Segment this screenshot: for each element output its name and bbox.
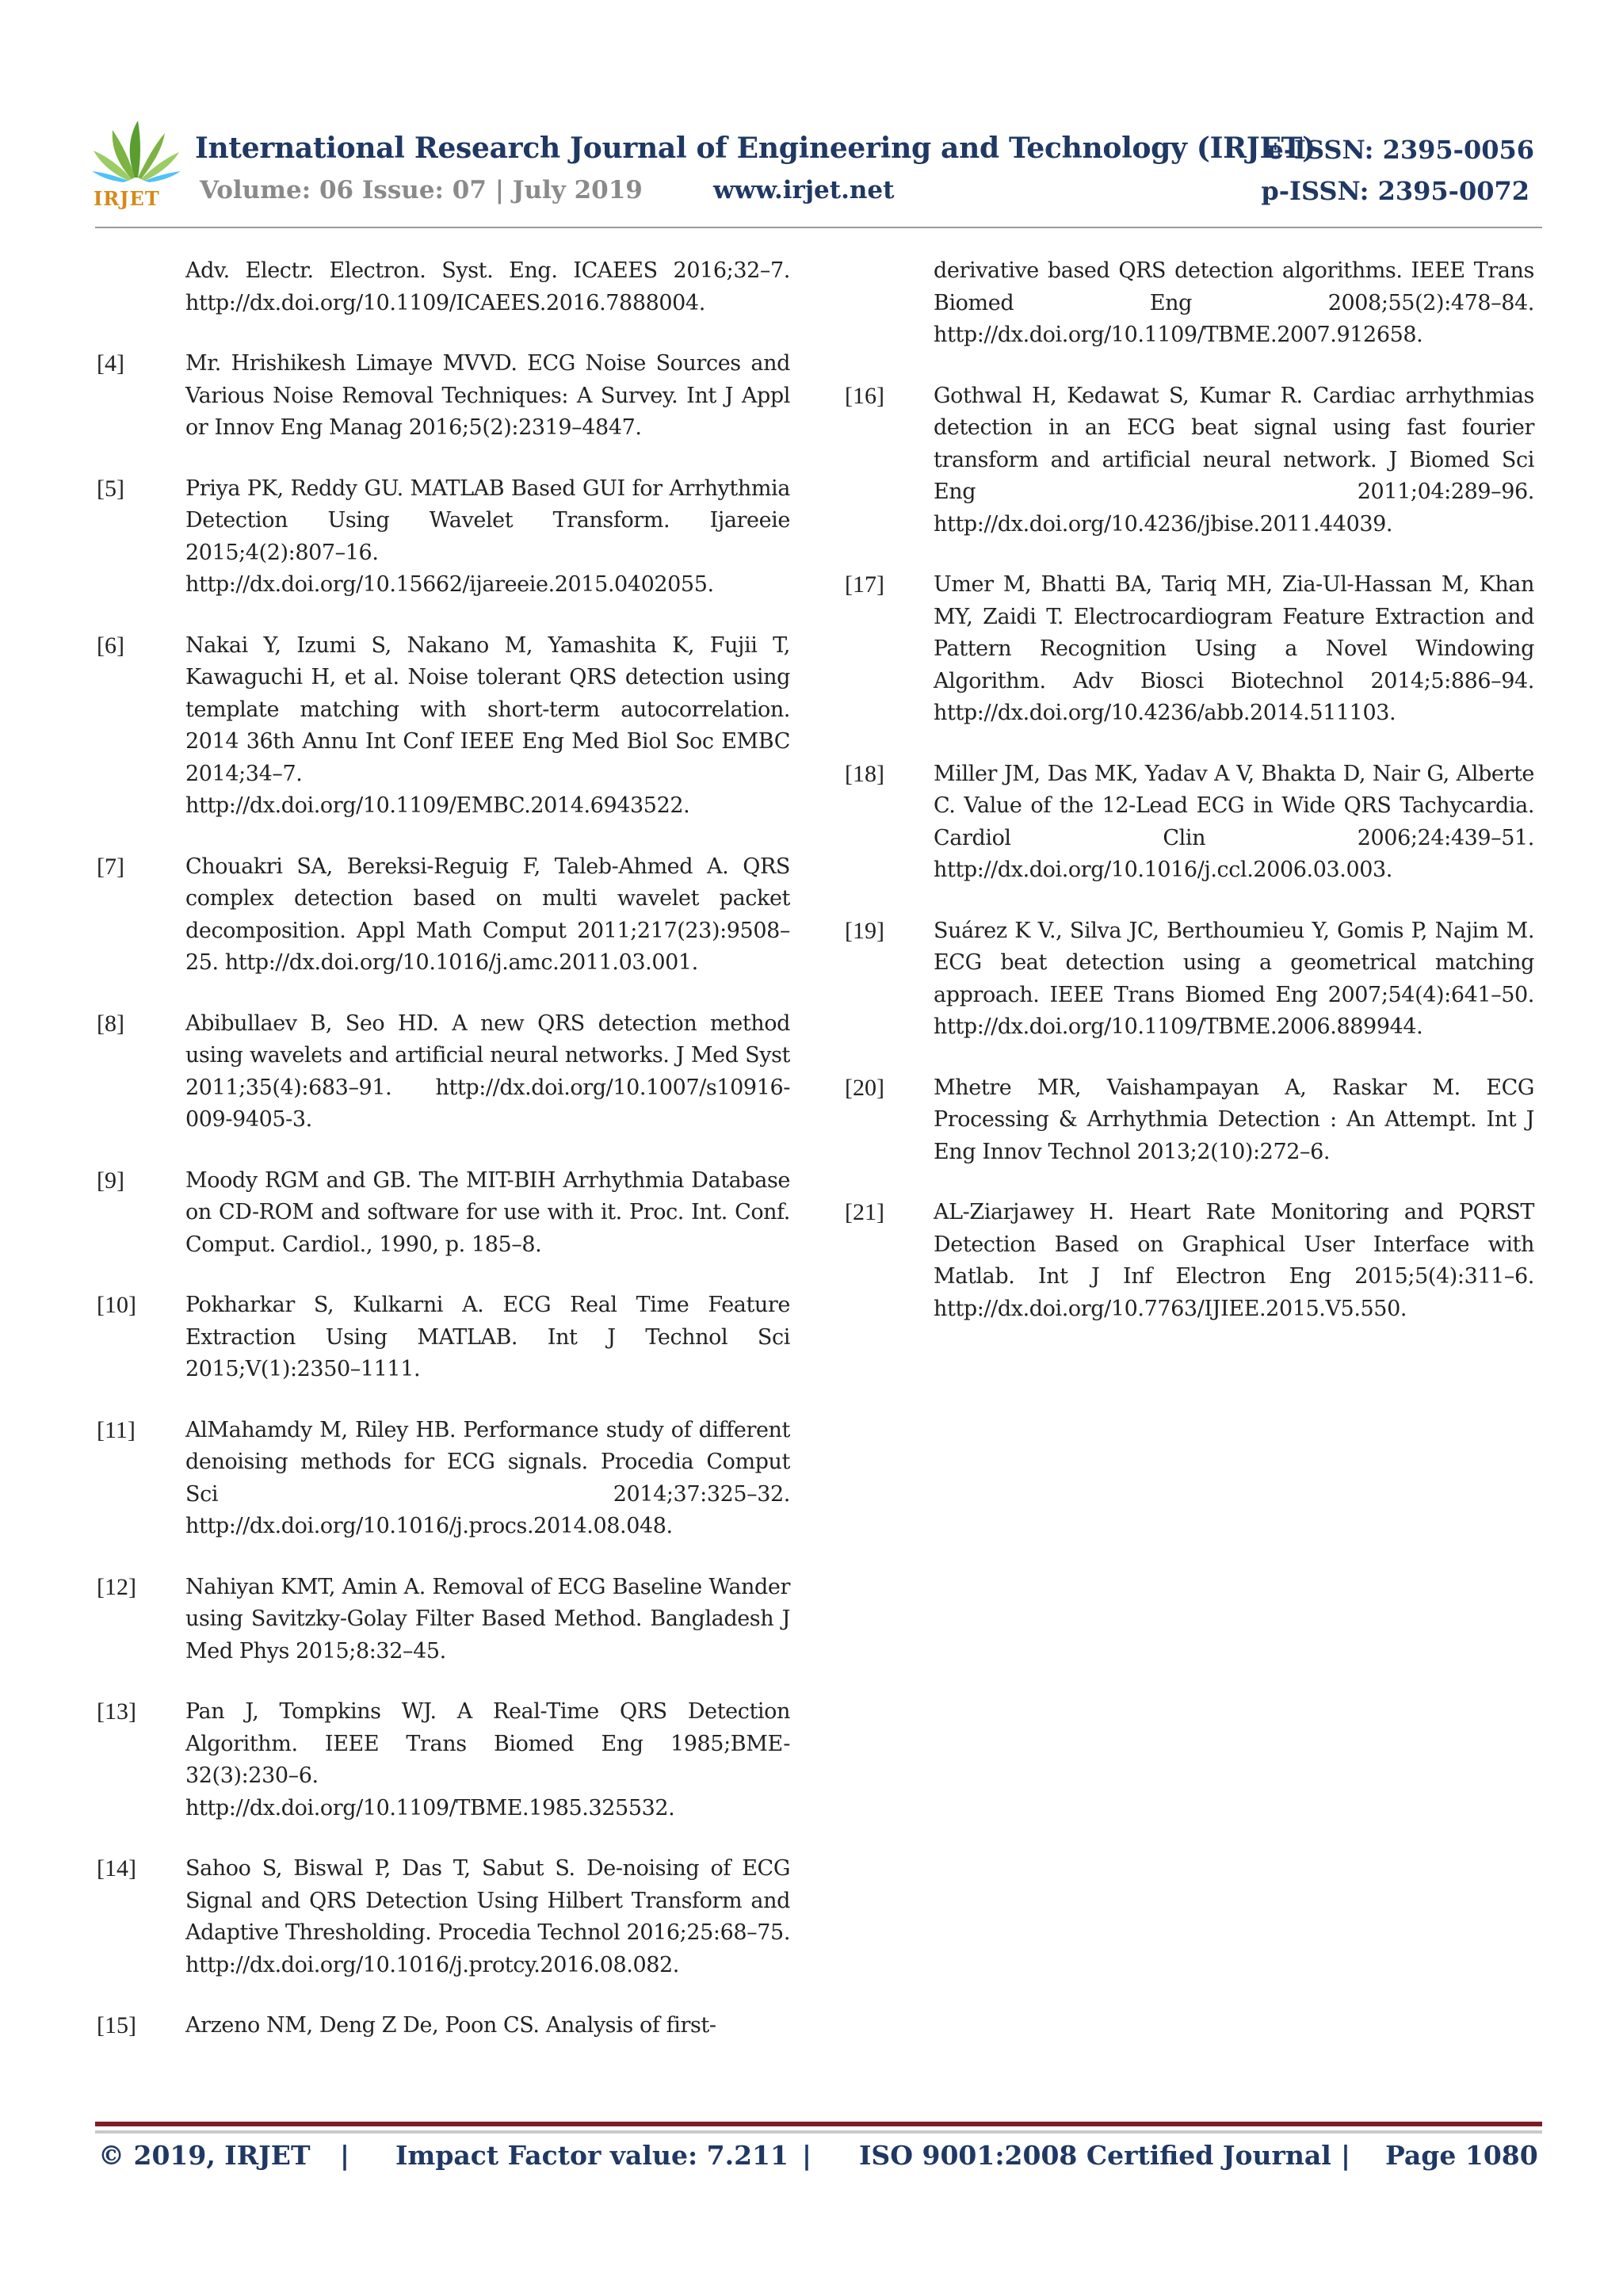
footer-divider-shadow [95, 2130, 1542, 2134]
reference-text: Abibullaev B, Seo HD. A new QRS detection method using wavelets and artificial neural networks. J Med Syst 2011;35(4):683–91. http://dx.doi.org/10.1007/s10916-009-9405-3. [185, 1010, 790, 1132]
reference-continuation [845, 255, 1534, 352]
p-issn: p-ISSN: 2395-0072 [1261, 176, 1529, 206]
footer-impact-factor: Impact Factor value: 7.211 [395, 2140, 789, 2171]
reference-number: [15] [97, 2012, 136, 2038]
reference-item [97, 630, 790, 823]
reference-item [845, 1197, 1534, 1325]
reference-text: Suárez K V., Silva JC, Berthoumieu Y, Gomis P, Najim M. ECG beat detection using a geometrical matching approach. IEEE Trans Biomed Eng 2007;54(4):641–50. http://dx.doi.org/10.1109/TBME.2006.889944. [934, 918, 1534, 1039]
reference-item [97, 1289, 790, 1386]
references-right-column [845, 255, 1534, 1354]
reference-text: Pan J, Tompkins WJ. A Real-Time QRS Detection Algorithm. IEEE Trans Biomed Eng 1985;BME-32(3):230–6. http://dx.doi.org/10.1109/TBME.1985.325532. [185, 1699, 790, 1820]
reference-item [845, 758, 1534, 887]
reference-number: [20] [845, 1074, 884, 1101]
reference-number: [10] [97, 1292, 136, 1318]
reference-number: [7] [97, 853, 124, 880]
reference-number: [12] [97, 1573, 136, 1600]
reference-text: AL-Ziarjawey H. Heart Rate Monitoring and PQRST Detection Based on Graphical User Interface with Matlab. Int J Inf Electron Eng 2015;5(4):311–6. http://dx.doi.org/10.7763/IJIEE.2015.V5.550. [934, 1200, 1534, 1321]
reference-item [97, 2010, 790, 2042]
reference-item [97, 1165, 790, 1262]
reference-text: Moody RGM and GB. The MIT-BIH Arrhythmia Database on CD-ROM and software for use with it. Proc. Int. Conf. Comput. Cardiol., 1990, p. 185–8. [185, 1167, 790, 1257]
reference-text: Chouakri SA, Bereksi-Reguig F, Taleb-Ahmed A. QRS complex detection based on multi wavelet packet decomposition. Appl Math Comput 2011;217(23):9508–25. http://dx.doi.org/10.1016/j.amc.2011.03.001. [185, 854, 790, 975]
reference-number: [4] [97, 350, 124, 376]
reference-text: Miller JM, Das MK, Yadav A V, Bhakta D, Nair G, Alberte C. Value of the 12-Lead ECG in Wide QRS Tachycardia. Cardiol Clin 2006;24:439–51. http://dx.doi.org/10.1016/j.ccl.2006.03.003. [934, 761, 1534, 882]
reference-number: [19] [845, 917, 884, 944]
reference-item [97, 1572, 790, 1668]
reference-number: [14] [97, 1855, 136, 1881]
reference-number: [9] [97, 1167, 124, 1194]
reference-item [97, 1853, 790, 1981]
footer-iso: ISO 9001:2008 Certified Journal [859, 2140, 1331, 2171]
reference-text: Nakai Y, Izumi S, Nakano M, Yamashita K, Fujii T, Kawaguchi H, et al. Noise tolerant QRS detection using template matching with short-term autocorrelation. 2014 36th Annu Int Conf IEEE Eng Med Biol Soc EMBC 2014;34–7. http://dx.doi.org/10.1109/EMBC.2014.6943522. [185, 632, 790, 818]
reference-number: [18] [845, 760, 884, 787]
reference-number: [6] [97, 632, 124, 659]
reference-item [845, 569, 1534, 730]
volume-issue: Volume: 06 Issue: 07 | July 2019 [200, 176, 643, 204]
reference-text: Mhetre MR, Vaishampayan A, Raskar M. ECG Processing & Arrhythmia Detection : An Attempt. Int J Eng Innov Technol 2013;2(10):272–6. [934, 1075, 1534, 1164]
footer-separator: | [802, 2140, 812, 2171]
reference-item [97, 1008, 790, 1137]
footer-separator: | [340, 2140, 350, 2171]
footer-page-number: Page 1080 [1385, 2140, 1538, 2171]
reference-text: Arzeno NM, Deng Z De, Poon CS. Analysis of first- [185, 2013, 716, 2038]
reference-text: Pokharkar S, Kulkarni A. ECG Real Time Feature Extraction Using MATLAB. Int J Technol Sci 2015;V(1):2350–1111. [185, 1293, 790, 1381]
reference-text: Umer M, Bhatti BA, Tariq MH, Zia-Ul-Hassan M, Khan MY, Zaidi T. Electrocardiogram Feature Extraction and Pattern Recognition Using a Novel Windowing Algorithm. Adv Biosci Biotechnol 2014;5:886–94. http://dx.doi.org/10.4236/abb.2014.511103. [934, 572, 1534, 725]
reference-text: Gothwal H, Kedawat S, Kumar R. Cardiac arrhythmias detection in an ECG beat signal using fast fourier transform and artificial neural network. J Biomed Sci Eng 2011;04:289–96. http://dx.doi.org/10.4236/jbise.2011.44039. [934, 383, 1534, 537]
reference-item [97, 1696, 790, 1824]
logo-text: IRJET [94, 187, 160, 210]
reference-number: [5] [97, 475, 124, 502]
page-footer [98, 2140, 1538, 2187]
reference-item [97, 348, 790, 445]
reference-text: derivative based QRS detection algorithms. IEEE Trans Biomed Eng 2008;55(2):478–84. http://dx.doi.org/10.1109/TBME.2007.912658. [934, 258, 1534, 347]
reference-number: [13] [97, 1698, 136, 1725]
reference-item [97, 473, 790, 602]
reference-continuation [97, 255, 790, 319]
reference-item [845, 380, 1534, 541]
reference-number: [21] [845, 1199, 884, 1225]
header-divider [95, 227, 1542, 228]
journal-website-link[interactable]: www.irjet.net [713, 176, 895, 204]
reference-text: Sahoo S, Biswal P, Das T, Sabut S. De-noising of ECG Signal and QRS Detection Using Hilbert Transform and Adaptive Thresholding. Procedia Technol 2016;25:68–75. http://dx.doi.org/10.1016/j.protcy.2016.08.082. [185, 1856, 790, 1977]
footer-separator: | [1341, 2140, 1351, 2171]
journal-title: International Research Journal of Engineering and Technology (IRJET) [195, 132, 1316, 165]
reference-item [97, 1415, 790, 1543]
reference-text: Adv. Electr. Electron. Syst. Eng. ICAEES 2016;32–7. http://dx.doi.org/10.1109/ICAEES.2016.7888004. [185, 258, 790, 315]
page-header [0, 0, 1623, 230]
reference-number: [8] [97, 1010, 124, 1037]
reference-number: [16] [845, 382, 884, 409]
reference-text: Nahiyan KMT, Amin A. Removal of ECG Baseline Wander using Savitzky-Golay Filter Based Method. Bangladesh J Med Phys 2015;8:32–45. [185, 1574, 790, 1664]
reference-item [845, 1072, 1534, 1169]
footer-copyright: © 2019, IRJET [98, 2140, 311, 2171]
footer-divider [95, 2122, 1542, 2126]
reference-item [97, 851, 790, 980]
reference-text: AlMahamdy M, Riley HB. Performance study of different denoising methods for ECG signals. Procedia Comput Sci 2014;37:325–32. http://dx.doi.org/10.1016/j.procs.2014.08.048. [185, 1417, 790, 1538]
reference-number: [17] [845, 571, 884, 598]
e-issn: e-ISSN: 2395-0056 [1267, 135, 1534, 165]
reference-item [845, 915, 1534, 1044]
reference-number: [11] [97, 1416, 136, 1443]
reference-text: Priya PK, Reddy GU. MATLAB Based GUI for Arrhythmia Detection Using Wavelet Transform. Ijareeie 2015;4(2):807–16. http://dx.doi.org/10.15662/ijareeie.2015.0402055. [185, 476, 790, 597]
references-left-column [97, 255, 790, 2071]
reference-text: Mr. Hrishikesh Limaye MVVD. ECG Noise Sources and Various Noise Removal Techniques: A Survey. Int J Appl or Innov Eng Manag 2016;5(2):2319–4847. [185, 351, 790, 440]
